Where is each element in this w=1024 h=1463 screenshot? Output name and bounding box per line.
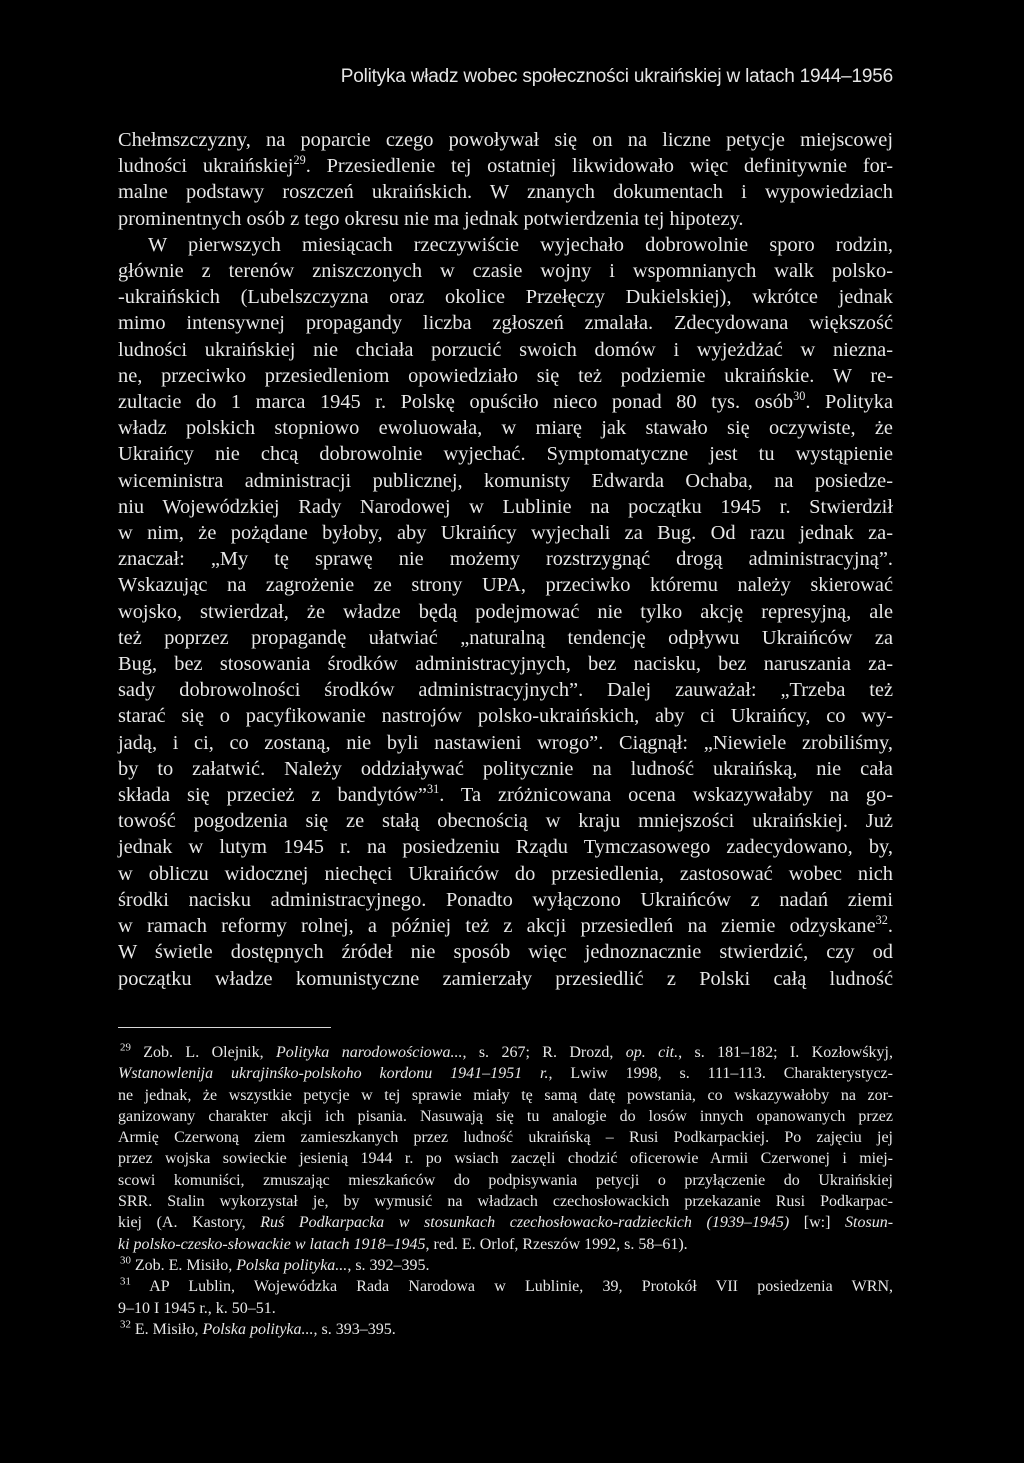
text-line: prominentnych osób z tego okresu nie ma jednak potwierdzenia tej hipotezy. [118, 207, 744, 230]
title-italic: Wstanowlenija ukrajinśko-polskoho kordonu 1941–1951 r. [118, 1065, 549, 1083]
text-fragment: . Przesiedlenie tej ostatniej likwidowało więc definitywnie for- [305, 155, 893, 178]
text-fragment: Zob. E. Misiło, [134, 1256, 237, 1274]
text-fragment: . Ta zróżnicowana ocena wskazywałaby na go- [439, 784, 893, 807]
footnote-line: Armię Czerwoną ziem zamieszkanych przez ludność ukraińską – Rusi Podkarpackiej. Po zajęciu jej [118, 1129, 893, 1147]
running-head: Polityka władz wobec społeczności ukraińskiej w latach 1944–1956 [340, 66, 893, 87]
text-fragment: , s. 393–395. [313, 1320, 396, 1338]
text-line: Wskazując na zagrożenie ze strony UPA, przeciwko któremu należy skierować [118, 574, 893, 597]
footnote-line: scowi komuniści, zmuszając mieszkańców do podpisywania petycji o przyłączenie do Ukraińskiej [118, 1171, 893, 1189]
footnote-number: 30 [120, 1254, 131, 1267]
footnote-line: ganizowany charakter akcji ich pisania. Nasuwają się tu analogie do losów innych opanowanych przez [118, 1107, 893, 1125]
title-italic: Polska polityka... [236, 1256, 348, 1274]
footnote-number: 31 [120, 1275, 131, 1288]
footnote-line: SRR. Stalin wykorzystał je, by wymusić na władzach czechosłowackich przekazanie Rusi Podkarpac- [118, 1193, 893, 1211]
text-line: Bug, bez stosowania środków administracyjnych, bez nacisku, bez naruszania za- [118, 653, 893, 676]
text-line [118, 153, 893, 179]
footnote-30 [118, 1255, 893, 1276]
text-line: jednak w lutym 1945 r. na posiedzeniu Rządu Tymczasowego zadecydowano, by, [118, 836, 893, 859]
main-text [118, 127, 893, 992]
text-line: sady dobrowolności środków administracyjnych”. Dalej zauważał: „Trzeba też [118, 679, 893, 702]
text-line: jadą, i ci, co zostaną, nie byli nastawieni wrogo”. Ciągnął: „Niewiele zrobiliśmy, [118, 731, 893, 754]
text-line: wiceministra administracji publicznej, komunisty Edwarda Ochaba, na posiedze- [118, 469, 893, 492]
text-line: ne, przeciwko przesiedleniom opowiedziało się też podziemie ukraińskie. W re- [118, 364, 893, 387]
text-line: -ukraińskich (Lubelszczyzna oraz okolice Przełęczy Dukielskiej), wkrótce jednak [118, 286, 893, 309]
text-fragment: kiej (A. Kastory, [118, 1214, 261, 1232]
text-line: malne podstawy roszczeń ukraińskich. W znanych dokumentach i wypowiedziach [118, 181, 893, 204]
footnote-line: ne jednak, że wszystkie petycje w tej sprawie miały tę samą datę powstania, co wskazywałoby na zor- [118, 1086, 893, 1104]
text-fragment: , s. 181–182; I. Kozłowśkyj, [678, 1044, 893, 1061]
text-fragment: [w:] [789, 1214, 846, 1232]
footnote-line [118, 1212, 893, 1233]
text-fragment: , Lwiw 1998, s. 111–113. Charakterystycz- [548, 1065, 893, 1083]
footnote-number: 29 [120, 1041, 131, 1054]
text-line [118, 782, 893, 808]
text-line: głównie z terenów zniszczonych w czasie wojny i wspomnianych walk polsko- [118, 260, 893, 283]
text-fragment: AP Lublin, Wojewódzka Rada Narodowa w Lublinie, 39, Protokół VII posiedzenia WRN, [149, 1278, 893, 1296]
text-fragment: ludności ukraińskiej [118, 155, 294, 178]
text-line: W świetle dostępnych źródeł nie sposób więc jednoznacznie stwierdzić, czy od [118, 941, 893, 964]
text-line [118, 389, 893, 415]
text-line: Chełmszczyzny, na poparcie czego powoływał się on na liczne petycje miejscowej [118, 129, 893, 151]
footnote-29 [118, 1042, 893, 1063]
text-line: starać się o pacyfikowanie nastrojów polsko-ukraińskich, aby ci Ukraińcy, co wy- [118, 705, 893, 728]
title-italic: Polska polityka... [202, 1320, 314, 1338]
title-italic: Ruś Podkarpacka w stosunkach czechosłowacko-radzieckich (1939–1945) [260, 1214, 790, 1232]
text-fragment: , s. 392–395. [347, 1256, 430, 1274]
text-fragment: , s. 267; R. Drozd, [462, 1044, 626, 1061]
footnote-line [118, 1234, 893, 1255]
footnote-line: przez wojska sowieckie jesienią 1944 r. po wsiach zaczęli chodzić oficerowie Armii Czerwonej i miej- [118, 1150, 893, 1168]
text-fragment: E. Misiło, [134, 1320, 203, 1338]
footnote-ref-30: 30 [793, 389, 806, 404]
text-line: mimo intensywnej propagandy liczba zgłoszeń zmalała. Zdecydowana większość [118, 312, 893, 335]
text-line [118, 913, 893, 939]
text-line: wojsko, stwierdzał, że władze będą podejmować nie tylko akcję represyjną, ale [118, 600, 893, 623]
footnote-32 [118, 1319, 893, 1340]
text-line: towość pogodzenia się ze stałą obecnością w kraju mniejszości ukraińskiej. Już [118, 810, 893, 833]
text-line: Ukraińcy nie chcą dobrowolnie wyjechać. Symptomatyczne jest tu wystąpienie [118, 443, 893, 466]
footnote-line: 9–10 I 1945 r., k. 50–51. [118, 1299, 276, 1317]
text-line: też poprzez propagandę ułatwiać „naturalną tendencję odpływu Ukraińców za [118, 626, 893, 649]
text-line: znaczał: „My tę sprawę nie możemy rozstrzygnąć drogą administracyjną”. [118, 548, 893, 571]
text-fragment: w ramach reformy rolnej, a później też z akcji przesiedleń na ziemie odzyskane [118, 915, 876, 938]
text-fragment: zultacie do 1 marca 1945 r. Polskę opuściło nieco ponad 80 tys. osób [118, 391, 794, 414]
text-fragment: , red. E. Orlof, Rzeszów 1992, s. 58–61). [425, 1235, 688, 1253]
footnote-ref-31: 31 [427, 782, 440, 797]
footnotes [118, 1042, 893, 1340]
footnote-separator [118, 1027, 331, 1028]
footnote-ref-32: 32 [875, 913, 888, 928]
text-line: środki nacisku administracyjnego. Ponadto wyłączono Ukraińców z nadań ziemi [118, 888, 893, 911]
text-line: początku władze komunistyczne zamierzały przesiedlić z Polski całą ludność [118, 967, 893, 990]
text-line: w nim, że pożądane byłoby, aby Ukraińcy wyjechali za Bug. Od razu jednak za- [118, 522, 893, 545]
text-line: w obliczu widocznej niechęci Ukraińców do przesiedlenia, zastosować wobec nich [118, 862, 893, 885]
text-fragment: składa się przecież z bandytów” [118, 784, 427, 807]
title-italic: Stosun- [845, 1214, 894, 1232]
text-line: W pierwszych miesiącach rzeczywiście wyjechało dobrowolnie sporo rodzin, [148, 233, 893, 256]
title-italic: op. cit. [625, 1044, 679, 1061]
footnote-line [118, 1063, 893, 1084]
title-italic: Polityka narodowościowa... [275, 1044, 463, 1061]
text-line: ludności ukraińskiej nie chciała porzucić swoich domów i wyjeżdżać w niezna- [118, 338, 893, 361]
text-fragment: . [887, 915, 893, 938]
text-line: niu Wojewódzkiej Rady Narodowej w Lublinie na początku 1945 r. Stwierdził [118, 495, 893, 518]
footnote-number: 32 [120, 1318, 131, 1331]
text-fragment: Zob. L. Olejnik, [143, 1044, 276, 1061]
text-line: władz polskich stopniowo ewoluowała, w miarę jak stawało się oczywiste, że [118, 417, 893, 440]
footnote-ref-29: 29 [293, 153, 306, 168]
text-fragment: . Polityka [805, 391, 893, 414]
title-italic: ki polsko-czesko-słowackie w latach 1918–1945 [118, 1235, 426, 1253]
text-line: by to załatwić. Należy oddziaływać politycznie na ludność ukraińską, nie cała [118, 757, 893, 780]
footnote-31 [118, 1276, 893, 1297]
